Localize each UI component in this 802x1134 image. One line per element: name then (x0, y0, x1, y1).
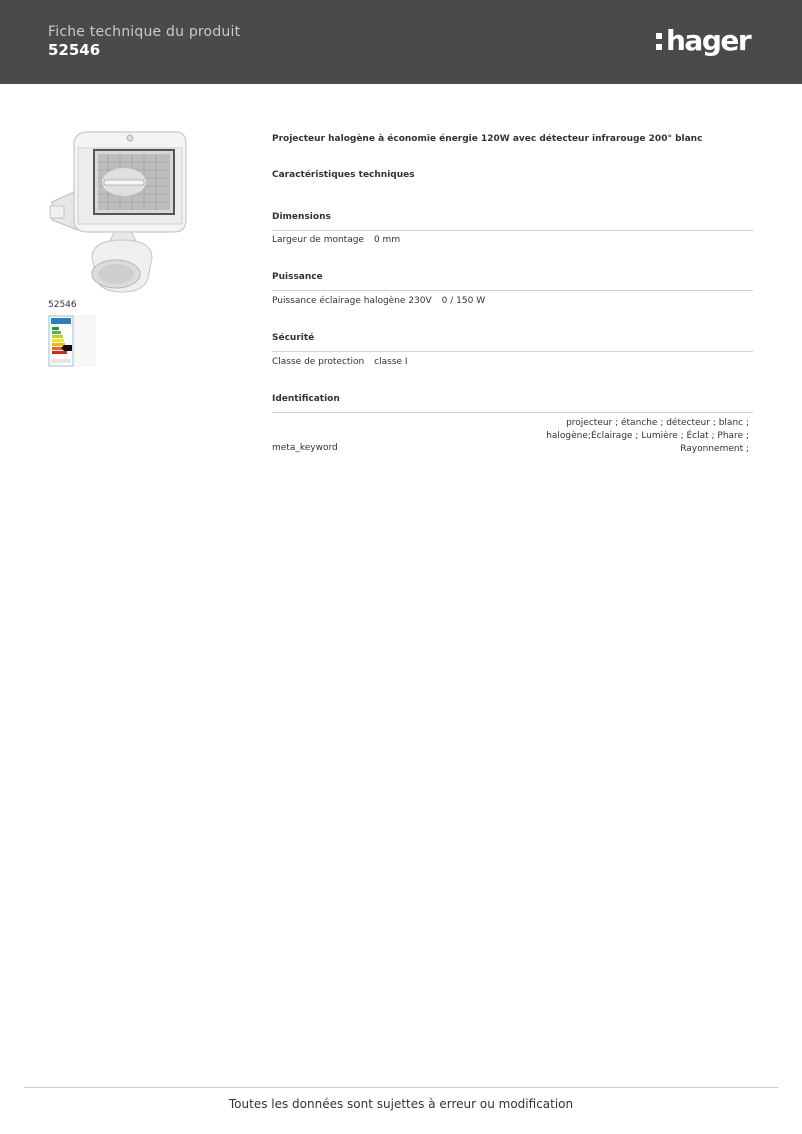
specs-heading: Caractéristiques techniques (272, 170, 415, 180)
spec-value: 0 / 150 W (441, 296, 486, 306)
spec-row-puissance (272, 296, 485, 306)
spec-row-dimensions (272, 235, 400, 245)
footer-disclaimer: Toutes les données sont sujettes à erreur ou modification (228, 1097, 574, 1111)
spec-label: Classe de protection (272, 357, 365, 367)
section-divider (272, 230, 753, 231)
spec-value-meta-keyword: projecteur ; étanche ; détecteur ; blanc ; halogène;Éclairage ; Lumière ; Éclat ; Phare ; Rayonnement ; (546, 418, 749, 454)
spec-label-meta-keyword: meta_keyword (272, 443, 338, 453)
section-title-puissance: Puissance (272, 272, 323, 282)
floodlight-with-sensor-icon (48, 128, 196, 298)
spec-label: Largeur de montage (272, 235, 364, 245)
header-product-code: 52546 (48, 41, 101, 59)
spec-row-securite (272, 357, 408, 367)
footer-divider (24, 1087, 778, 1088)
spec-label: Puissance éclairage halogène 230V (272, 296, 432, 306)
spec-value: classe I (374, 357, 408, 367)
header-subtitle: Fiche technique du produit (48, 24, 241, 40)
section-divider (272, 290, 753, 291)
section-title-identification: Identification (272, 394, 340, 404)
section-divider (272, 412, 753, 413)
product-image-caption: 52546 (48, 300, 77, 310)
header-bar (0, 0, 802, 84)
section-title-securite: Sécurité (272, 333, 315, 343)
energy-label-icon[interactable] (48, 315, 96, 367)
hager-logo (656, 24, 750, 58)
spec-value: 0 mm (373, 235, 401, 245)
logo-wordmark: hager (666, 24, 751, 57)
product-title: Projecteur halogène à économie énergie 120W avec détecteur infrarouge 200° blanc (272, 134, 703, 144)
logo-dots-icon (656, 33, 662, 50)
section-title-dimensions: Dimensions (272, 212, 331, 222)
section-divider (272, 351, 753, 352)
